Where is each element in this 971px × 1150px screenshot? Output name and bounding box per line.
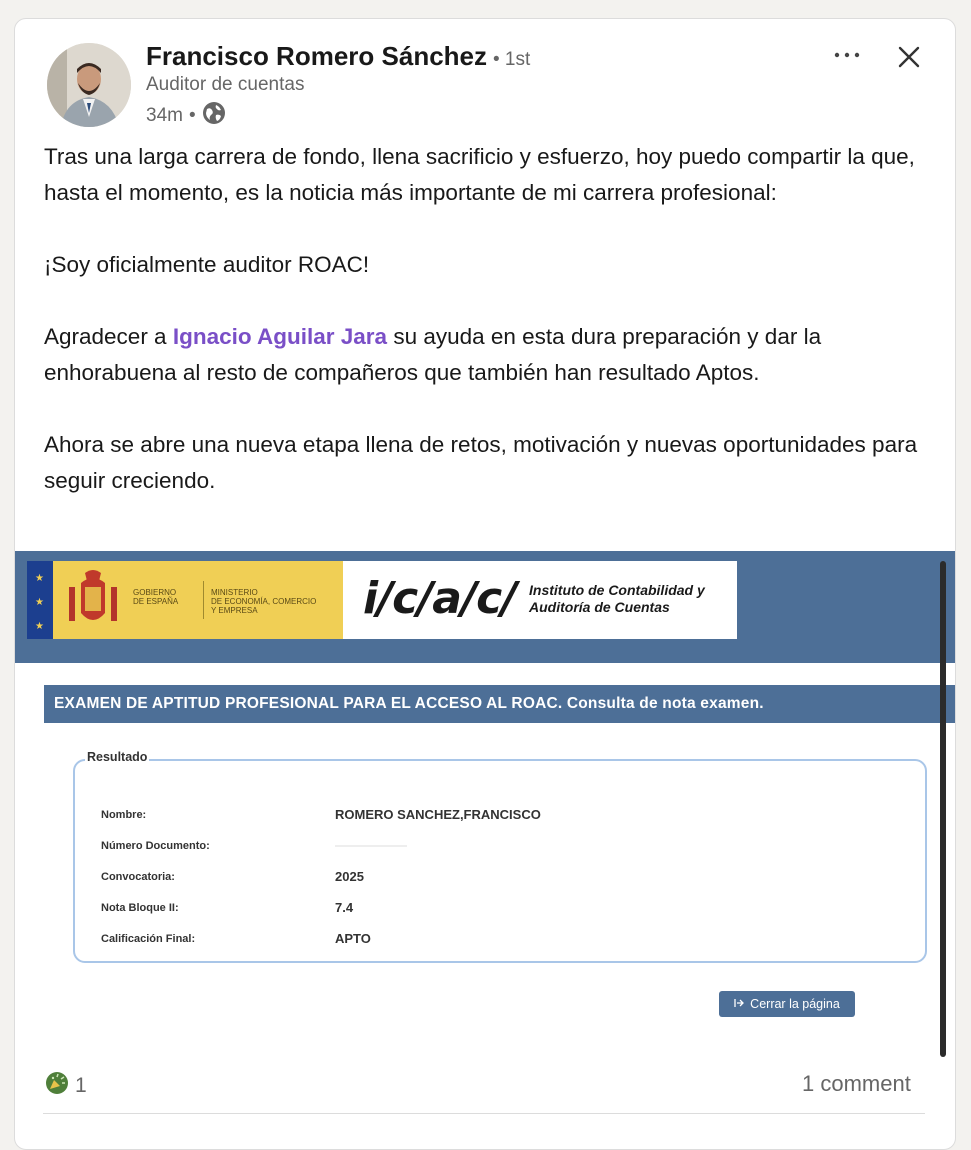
connection-degree: • 1st [493,49,531,70]
row-value-calificacion: APTO [335,931,371,946]
post-paragraph-1: Tras una larga carrera de fondo, llena sacrificio y esfuerzo, hoy puedo compartir la que, hasta el momento, es la noticia más importante de mi carrera profesional: [44,144,915,205]
avatar[interactable] [47,43,131,127]
meta-separator: • [188,105,196,126]
row-label-convocatoria: Convocatoria: [101,871,175,883]
row-label-nota: Nota Bloque II: [101,902,179,914]
author-headline: Auditor de cuentas [146,74,305,95]
post-meta [146,101,226,131]
post-card [14,18,956,1150]
gov-line-2: DE ESPAÑA [133,597,179,606]
avatar-photo [47,43,131,127]
close-page-label: Cerrar la página [750,997,840,1011]
ministry-line-3: Y EMPRESA [211,606,258,615]
more-icon [833,51,861,59]
close-button[interactable] [891,39,927,75]
coat-of-arms-icon [65,569,121,631]
post-paragraph-4: Ahora se abre una nueva etapa llena de retos, motivación y nuevas oportunidades para seguir creciendo. [44,432,918,493]
row-value-nota: 7.4 [335,900,354,915]
gov-line-1: GOBIERNO [133,588,177,597]
author-name[interactable] [146,41,530,72]
icac-banner [15,551,955,663]
globe-icon [202,101,226,131]
image-scrollbar [940,561,946,1057]
exit-icon [734,997,744,1011]
paragraph-3-start: Agradecer a [44,324,173,349]
row-value-convocatoria: 2025 [335,869,364,884]
post-time: 34m [146,105,183,126]
mention-link[interactable]: Ignacio Aguilar Jara [172,324,388,349]
icac-logo-box [343,561,737,639]
svg-text:★: ★ [35,621,44,632]
row-value-nombre: ROMERO SANCHEZ,FRANCISCO [335,807,541,822]
exam-title: EXAMEN DE APTITUD PROFESIONAL PARA EL ACCESO AL ROAC. Consulta de nota examen. [54,695,764,712]
svg-text:★: ★ [35,573,44,584]
row-label-calificacion: Calificación Final: [101,933,196,945]
government-logo [27,561,343,639]
post-body [44,139,924,499]
reaction-count[interactable]: 1 [75,1073,87,1097]
author-name-text[interactable]: Francisco Romero Sánchez [146,41,487,71]
paragraph-3-end: su ayuda en esta dura preparación y dar la enhorabuena al resto de compañeros que también han resultado Aptos. [44,324,822,385]
close-page-button [719,991,855,1017]
more-options-button[interactable] [827,41,867,69]
ministry-line-1: MINISTERIO [211,588,258,597]
institute-line-1: Instituto de Contabilidad y [529,582,705,598]
post-paragraph-3 [44,319,924,391]
institute-line-2: Auditoría de Cuentas [529,599,670,615]
row-value-documento-redacted [335,839,415,849]
close-icon [897,45,921,69]
row-label-nombre: Nombre: [101,809,147,821]
svg-text:★: ★ [35,597,44,608]
reactions[interactable] [45,1071,87,1100]
footer-divider [43,1113,925,1114]
institute-name [529,582,705,616]
post-image[interactable] [15,551,955,1063]
ministry-line-2: DE ECONOMÍA, COMERCIO [211,597,317,606]
result-panel [73,759,927,963]
row-label-documento: Número Documento: [101,840,210,852]
eu-flag-strip [27,561,53,639]
result-legend: Resultado [87,750,148,764]
icac-logo [363,569,533,637]
exam-title-bar [44,685,955,723]
post-paragraph-2: ¡Soy oficialmente auditor ROAC! [44,252,370,277]
comments-count[interactable]: 1 comment [802,1071,911,1096]
icac-logo-text: i/c/a/c/ [363,573,517,624]
celebrate-icon [45,1071,69,1100]
